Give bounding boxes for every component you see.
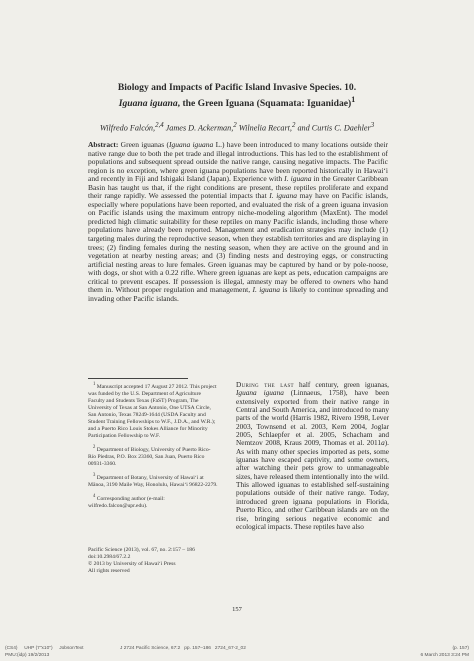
abstract-text-4: may have on Pacific islands, especially where populations have been reported, and evaluated the risk of a green iguana invasion on Pacific islands using the maximum entropy niche-modeling algorithm (MaxEnt). The model predicted high climatic suitability for these reptiles on many Pacific islands, including those where populations have already been reported. Management and eradication strategies may include (1) targeting males during the reproductive season, when they establish territories and are displaying in trees; (2) finding females during the nesting season, when they are active on the ground and in vegetation at nearby nesting areas; and (3) finding nests and destroying eggs, or constructing artificial nesting areas to lure females. Green iguanas may be captured by hand or by pole-noose, with dogs, or shot with a 0.22 rifle. Where green iguanas are kept as pets, education campaigns are critical to prevent escapes. If possession is illegal, amnesty may be offered to owners who hand them in. Without proper regulation and management, [88, 191, 388, 295]
printer-slug [0, 641, 474, 661]
abstract-text-5: is likely to continue spreading and invading other Pacific islands. [88, 285, 388, 303]
abstract [88, 141, 388, 303]
author-3: Wilnelia Recart, [236, 123, 292, 133]
author-1: Wilfredo Falcón, [99, 123, 156, 133]
title-line-1: Biology and Impacts of Pacific Island Invasive Species. 10. [117, 82, 357, 93]
abstract-species-4: I. iguana [252, 285, 281, 295]
author-list [0, 122, 474, 133]
footnote-3 [88, 472, 218, 489]
footnote-3-text: Department of Botany, University of Hawai‘i at Mānoa, 3190 Maile Way, Honolulu, Hawai‘i 96822-2279. [88, 475, 218, 489]
footnote-4 [88, 493, 218, 510]
footnote-4-text: Corresponding author (e-mail: wilfredo.falcon@upr.edu). [88, 496, 165, 510]
slug-right-1: (p. 157) [452, 646, 469, 651]
abstract-species-2: I. iguana [284, 174, 312, 184]
footnote-1-mark: 1 [93, 382, 96, 387]
author-4-affil: 3 [370, 122, 375, 129]
abstract-text-1: Green iguanas ( [118, 140, 169, 149]
abstract-text-3: in the Greater Caribbean Basin has taught us that, if the right conditions are present, these reptiles proliferate and expand their range rapidly. We assessed the potential impacts that [88, 174, 388, 201]
footnote-1 [88, 381, 218, 440]
footnote-2 [88, 444, 218, 468]
body-text-3: ). As with many other species imported as pets, some iguanas have escaped captivity, and some owners, after watching their pets grow to unmanageable sizes, have released them intentionally into the wild. This allowed iguanas to established self-sustaining populations outside of their native range. Today, introduced green iguana populations in Florida, Puerto Rico, and other Caribbean islands are on the rise, bringing serious negative economic and ecological impacts. These reptiles have also [236, 438, 389, 531]
footnote-2-text: Department of Biology, University of Puerto Rico-Río Piedras, P.O. Box 23360, San Juan, Puerto Rico 00931-3360. [88, 447, 211, 468]
body-text-1: half century, green iguanas, [293, 380, 389, 389]
journal-rights: All rights reserved [88, 568, 130, 575]
footnote-2-mark: 2 [93, 445, 96, 451]
abstract-species-3: I. iguana [269, 191, 298, 201]
footnote-rule [88, 378, 188, 379]
slug-left-2: PMU:(idp) 19/2/2013 [5, 653, 50, 658]
page-number: 157 [232, 606, 242, 613]
author-1-affil: 2,4 [155, 122, 164, 129]
journal-copyright: © 2013 by University of Hawai‘i Press [88, 561, 176, 568]
journal-info [88, 547, 218, 575]
author-2-affil: 2 [233, 122, 237, 129]
title-footnote-mark: 1 [351, 95, 356, 104]
journal-citation: Pacific Science (2013), vol. 67, no. 2:157 – 186 [88, 547, 195, 553]
body-text-2: (Linnaeus, 1758), have been extensively exported from their native range in Central and South America, and introduced to many parts of the world (Harris 1982, Rivero 1998, Lever 2003, Townsend et al. 2003, Kern 2004, Joglar 2005, Schlaepfer et al. 2005, Schacham and Nemtzov 2008, Kraus 2009, Thomas et al. 2011 [236, 388, 389, 448]
body-species-name: Iguana iguana [236, 388, 284, 398]
footnotes [88, 381, 218, 514]
title-species-name: Iguana iguana [118, 98, 178, 110]
journal-doi: doi:10.2984/67.2.2 [88, 554, 131, 561]
footnote-3-mark: 3 [93, 473, 96, 479]
author-2: James D. Ackerman, [163, 123, 234, 133]
abstract-text-2: L.) have been introduced to many locations outside their native range due to both the pet trade and illegal introductions. This has led to the establishment of populations and subsequent spread outside the native range, causing negative impacts. The Pacific region is no exception, where green iguana populations have been reported historically in Hawai‘i and recently in Fiji and Ishigaki Island (Japan). Experience with [88, 140, 389, 184]
footnote-4-mark: 4 [93, 494, 96, 500]
title-line-2-text: , the Green Iguana (Squamata: Iguanidae) [177, 98, 352, 110]
author-3-affil: 2 [291, 122, 296, 129]
abstract-species-1: Iguana iguana [168, 140, 214, 149]
footnote-1-text: Manuscript accepted 17 August 27 2012. This project was funded by the U.S. Department of Agriculture Faculty and Students Texas (FaST) Program, The University of Texas at San Antonio, One UTSA Circle, San Antonio, Texas 78249-1644 (USDA Faculty and Student Training Fellowships to W.F., J.D.A., and W.R.); and a Puerto Rico Louis Stokes Alliance for Minority Participation Fellowship to W.F. [88, 383, 217, 440]
abstract-label: Abstract: [88, 140, 119, 149]
body-text [236, 381, 389, 531]
slug-left-1: (CS4) UHP (7"x10") JobsonText [5, 646, 84, 651]
author-4: and Curtis C. Daehler [295, 123, 371, 133]
body-citation-suffix: a [381, 438, 385, 448]
body-lead-in: During the last [236, 380, 294, 389]
title-line-2 [0, 94, 474, 110]
slug-middle: J 2724 Pacific Science, 67:2 pp. 157–186 2724_67-2_02 [120, 646, 246, 651]
article-title [0, 82, 474, 110]
slug-right-2: 6 March 2013 3:24 PM [420, 653, 469, 658]
